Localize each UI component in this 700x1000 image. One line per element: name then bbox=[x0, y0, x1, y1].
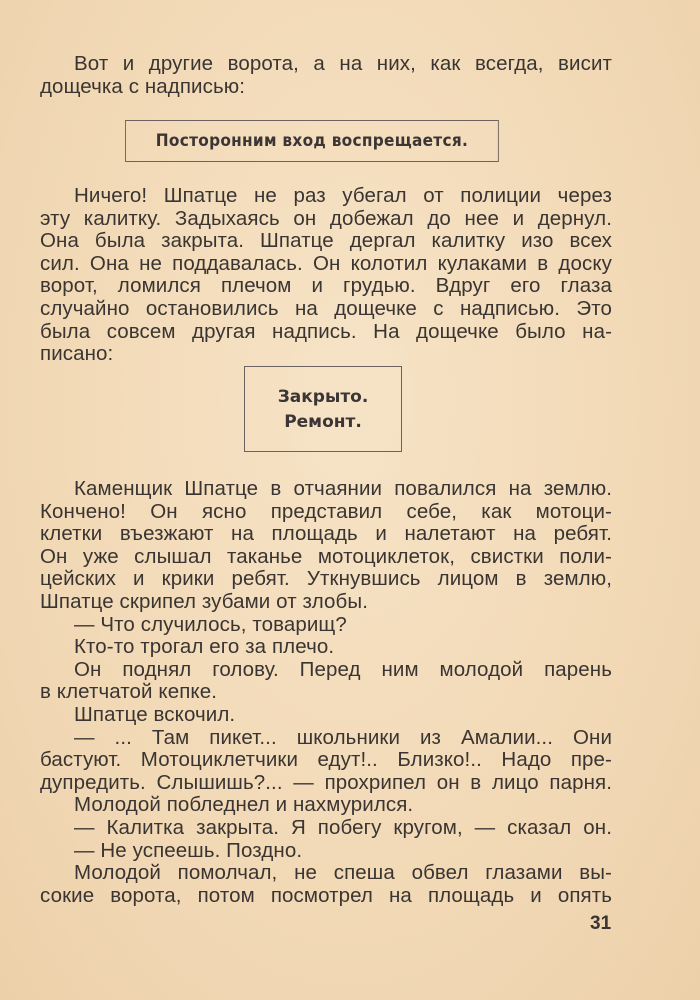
text-line: цейских и крики ребят. Уткнувшись лицом в землю, bbox=[40, 567, 612, 591]
text-line: Шпатце вскочил. bbox=[74, 702, 236, 726]
text-line: Кто-то трогал его за плечо. bbox=[74, 635, 335, 659]
text-line: Вот и другие ворота, а на них, как всегда, висит bbox=[74, 52, 612, 75]
text-line: эту калитку. Задыхаясь он добежал до нее и дернул. bbox=[40, 206, 612, 230]
paragraph-1 bbox=[40, 53, 612, 98]
text-line: дощечка с надписью: bbox=[40, 74, 245, 98]
sign-no-entry bbox=[125, 120, 499, 162]
paragraph-3 bbox=[40, 478, 612, 907]
text-line: Молодой помолчал, не спеша обвел глазами вы- bbox=[74, 861, 612, 885]
text-line: была совсем другая надпись. На дощечке было на- bbox=[40, 319, 612, 343]
text-line: писано: bbox=[40, 342, 114, 366]
dialogue-line: — Не успеешь. Поздно. bbox=[74, 838, 303, 862]
text-line: в клетчатой кепке. bbox=[40, 680, 217, 704]
text-line: сокие ворота, потом посмотрел на площадь и опять bbox=[40, 883, 612, 907]
dialogue-line: бастуют. Мотоциклетчики едут!.. Близко!.. Надо пре- bbox=[40, 748, 612, 772]
sign-text-line: Ремонт. bbox=[284, 412, 362, 432]
text-line: клетки въезжают на площадь и налетают на ребят. bbox=[40, 522, 612, 546]
text-line: Каменщик Шпатце в отчаянии повалился на землю. bbox=[74, 477, 612, 500]
sign-closed-repair bbox=[244, 366, 402, 452]
dialogue-line: — Калитка закрыта. Я побегу кругом, — сказал он. bbox=[74, 815, 612, 839]
text-line: Она была закрыта. Шпатце дергал калитку изо всех bbox=[40, 229, 612, 253]
text-line: случайно остановились на дощечке с надписью. Это bbox=[40, 296, 612, 320]
dialogue-line: — ... Там пикет... школьники из Амалии... Они bbox=[74, 725, 612, 749]
text-line: сил. Она не поддавалась. Он колотил кулаками в доску bbox=[40, 251, 612, 275]
text-line: Кончено! Он ясно представил себе, как мотоци- bbox=[40, 499, 612, 523]
text-line: ворот, ломился плечом и грудью. Вдруг его глаза bbox=[40, 274, 612, 298]
sign-text-line: Закрыто. bbox=[277, 387, 369, 407]
text-line: Он уже слышал таканье мотоциклеток, свистки поли- bbox=[40, 544, 612, 568]
dialogue-line: дупредить. Слышишь?... — прохрипел он в лицо парня. bbox=[40, 770, 612, 794]
text-line: Молодой побледнел и нахмурился. bbox=[74, 793, 414, 817]
text-line: Шпатце скрипел зубами от злобы. bbox=[40, 589, 369, 613]
paragraph-2 bbox=[40, 185, 612, 366]
text-line: Он поднял голову. Перед ним молодой парень bbox=[74, 657, 612, 681]
text-line: Ничего! Шпатце не раз убегал от полиции через bbox=[74, 184, 612, 207]
page-number: 31 bbox=[590, 913, 612, 934]
sign-text: Посторонним вход воспрещается. bbox=[155, 131, 469, 150]
dialogue-line: — Что случилось, товарищ? bbox=[74, 612, 347, 636]
